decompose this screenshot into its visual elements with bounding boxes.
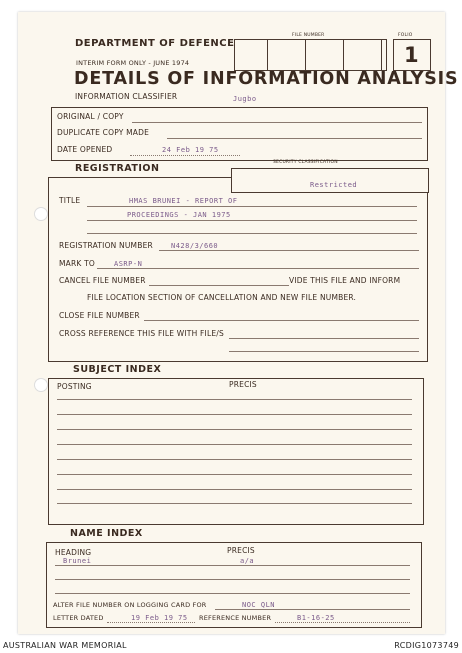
folio-label: FOLIO xyxy=(398,33,413,38)
date-opened-value: 24 Feb 19 75 xyxy=(162,146,219,154)
duplicate-copy-label: DUPLICATE COPY MADE xyxy=(57,128,150,137)
file-number-boxes xyxy=(234,39,387,71)
name-index-section xyxy=(46,542,422,628)
letter-dated-value: 19 Feb 19 75 xyxy=(131,614,188,622)
footer-right: RCDIG1073749 xyxy=(394,641,459,650)
title-label: TITLE xyxy=(59,196,81,205)
folio-number: 1 xyxy=(404,43,419,67)
file-number-cell xyxy=(311,40,344,70)
file-number-cell xyxy=(273,40,306,70)
classifier-value: Jugbo xyxy=(233,95,257,103)
punch-hole-top xyxy=(34,207,48,221)
file-number-label: FILE NUMBER xyxy=(292,33,325,38)
security-classification-box xyxy=(231,168,429,193)
name-precis-label: PRECIS xyxy=(227,546,255,555)
folio-box xyxy=(393,39,431,71)
subject-index-heading: SUBJECT INDEX xyxy=(73,364,162,375)
file-number-cell xyxy=(235,40,268,70)
name-index-heading: NAME INDEX xyxy=(70,528,143,539)
reference-number-value: B1-16-25 xyxy=(297,614,335,622)
alter-file-label: ALTER FILE NUMBER ON LOGGING CARD FOR xyxy=(53,601,207,609)
file-location-text: FILE LOCATION SECTION OF CANCELLATION AND NEW FILE NUMBER. xyxy=(87,293,357,302)
subject-precis-label: PRECIS xyxy=(229,380,257,389)
security-classification-label: SECURITY CLASSIFICATION xyxy=(273,160,338,165)
security-classification-value: Restricted xyxy=(310,181,358,189)
classifier-label: INFORMATION CLASSIFIER xyxy=(75,92,178,101)
footer-left: AUSTRALIAN WAR MEMORIAL xyxy=(3,641,127,650)
registration-heading: REGISTRATION xyxy=(75,163,160,174)
mark-to-value: ASRP-N xyxy=(114,260,143,268)
punch-hole-bottom xyxy=(34,378,48,392)
vide-text: VIDE THIS FILE AND INFORM xyxy=(289,276,401,285)
heading-value: Brunei xyxy=(63,557,92,565)
reference-number-label: REFERENCE NUMBER xyxy=(199,614,272,622)
cancel-file-label: CANCEL FILE NUMBER xyxy=(59,276,146,285)
subject-index-section xyxy=(48,378,424,525)
precis-value: a/a xyxy=(240,557,255,565)
alter-file-value: NOC QLN xyxy=(242,601,276,609)
form-sheet xyxy=(18,12,459,634)
reg-number-label: REGISTRATION NUMBER xyxy=(59,241,153,250)
copy-section xyxy=(51,107,428,161)
close-file-label: CLOSE FILE NUMBER xyxy=(59,311,140,320)
heading-label: HEADING xyxy=(55,548,92,557)
original-copy-label: ORIGINAL / COPY xyxy=(57,112,124,121)
file-number-cell xyxy=(349,40,382,70)
cross-reference-label: CROSS REFERENCE THIS FILE WITH FILE/S xyxy=(59,329,224,338)
title-line-1: HMAS BRUNEI - REPORT OF xyxy=(129,197,238,205)
interim-note: INTERIM FORM ONLY - JUNE 1974 xyxy=(76,59,190,67)
department-name: DEPARTMENT OF DEFENCE xyxy=(75,38,235,49)
title-line-2: PROCEEDINGS - JAN 1975 xyxy=(127,211,231,219)
letter-dated-label: LETTER DATED xyxy=(53,614,104,622)
date-opened-label: DATE OPENED xyxy=(57,145,113,154)
form-title: DETAILS OF INFORMATION ANALYSIS xyxy=(74,69,459,89)
posting-label: POSTING xyxy=(57,382,92,391)
mark-to-label: MARK TO xyxy=(59,259,95,268)
reg-number-value: N428/3/660 xyxy=(171,242,219,250)
registration-section xyxy=(48,177,428,362)
